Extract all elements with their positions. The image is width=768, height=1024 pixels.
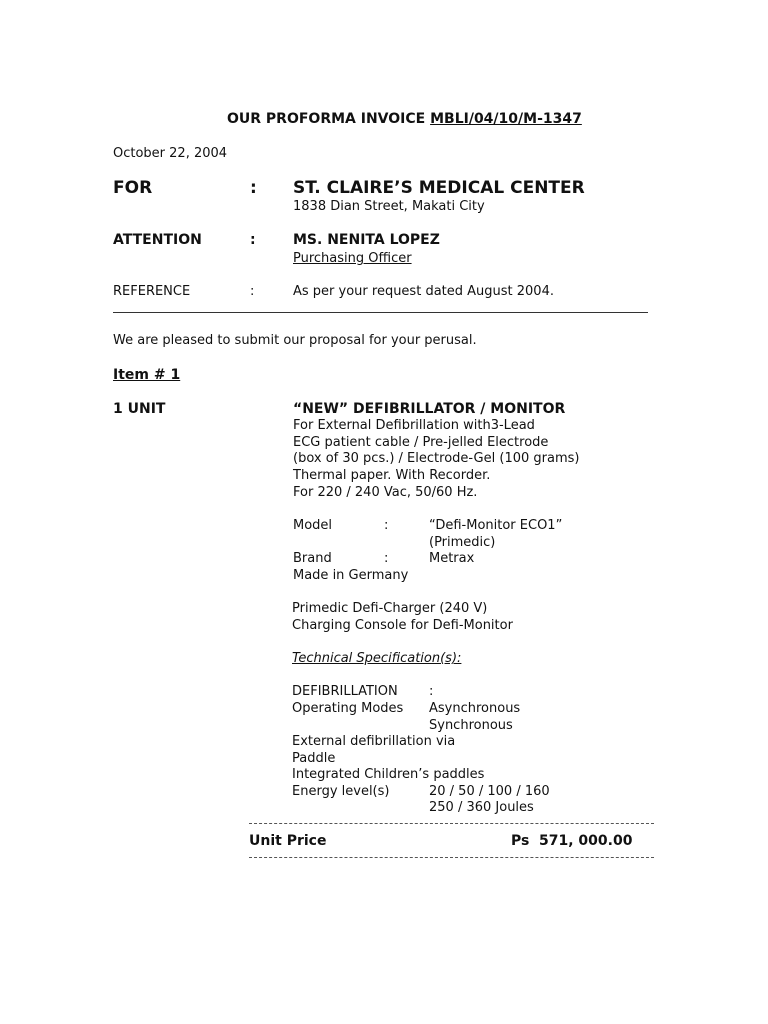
- for-label: FOR: [113, 178, 153, 198]
- client-name: ST. CLAIRE’S MEDICAL CENTER: [293, 178, 585, 198]
- item-heading: Item # 1: [113, 367, 181, 383]
- price-amount: 571, 000.00: [539, 833, 633, 849]
- item-name: “NEW” DEFIBRILLATOR / MONITOR: [293, 401, 566, 417]
- for-colon: :: [250, 178, 257, 198]
- header-divider: [113, 312, 648, 313]
- attention-colon: :: [250, 232, 256, 248]
- model-value: “Defi-Monitor ECO1”: [429, 518, 563, 533]
- defib-label: DEFIBRILLATION: [292, 684, 398, 699]
- model-label: Model: [293, 518, 333, 533]
- tech-spec-heading: Technical Specification(s):: [292, 651, 462, 666]
- made-in: Made in Germany: [293, 568, 409, 583]
- invoice-title-prefix: OUR PROFORMA INVOICE: [227, 111, 426, 127]
- accessory-item: Primedic Defi-Charger (240 V): [292, 601, 488, 616]
- model-value-maker: (Primedic): [429, 535, 496, 550]
- defib-colon: :: [429, 684, 434, 699]
- invoice-number: MBLI/04/10/M-1347: [430, 111, 582, 127]
- modes-label: Operating Modes: [292, 701, 404, 716]
- mode-sync: Synchronous: [429, 718, 513, 733]
- model-colon: :: [384, 518, 389, 533]
- external-defib-paddle: Paddle: [292, 751, 336, 766]
- energy-values: 20 / 50 / 100 / 160: [429, 784, 550, 799]
- energy-label: Energy level(s): [292, 784, 390, 799]
- brand-label: Brand: [293, 551, 332, 566]
- accessory-item: Charging Console for Defi-Monitor: [292, 617, 513, 633]
- description-line: For 220 / 240 Vac, 50/60 Hz.: [293, 484, 478, 500]
- item-quantity: 1 UNIT: [113, 401, 166, 417]
- children-paddles: Integrated Children’s paddles: [292, 767, 485, 782]
- brand-value: Metrax: [429, 551, 475, 566]
- price-top-divider: [249, 823, 654, 824]
- invoice-date: October 22, 2004: [113, 146, 228, 161]
- description-line: Thermal paper. With Recorder.: [293, 468, 491, 484]
- description-line: ECG patient cable / Pre-jelled Electrode: [293, 434, 549, 450]
- reference-label: REFERENCE: [113, 284, 191, 299]
- invoice-title: [227, 111, 582, 127]
- attention-role: Purchasing Officer: [293, 251, 412, 266]
- intro-text: We are pleased to submit our proposal for your perusal.: [113, 333, 477, 348]
- attention-name: MS. NENITA LOPEZ: [293, 232, 440, 248]
- mode-async: Asynchronous: [429, 701, 521, 716]
- brand-colon: :: [384, 551, 389, 566]
- description-line: (box of 30 pcs.) / Electrode-Gel (100 grams): [293, 451, 580, 467]
- price-currency: Ps: [511, 833, 530, 849]
- reference-colon: :: [250, 284, 255, 299]
- unit-price-label: Unit Price: [249, 833, 327, 849]
- item-description: [293, 418, 579, 501]
- price-bottom-divider: [249, 857, 654, 858]
- external-defib: External defibrillation via: [292, 734, 456, 749]
- reference-text: As per your request dated August 2004.: [293, 284, 554, 299]
- client-address: 1838 Dian Street, Makati City: [293, 199, 485, 214]
- energy-values-joules: 250 / 360 Joules: [429, 800, 534, 815]
- accessories: [292, 601, 513, 634]
- attention-label: ATTENTION: [113, 232, 202, 248]
- description-line: For External Defibrillation with3-Lead: [293, 418, 535, 433]
